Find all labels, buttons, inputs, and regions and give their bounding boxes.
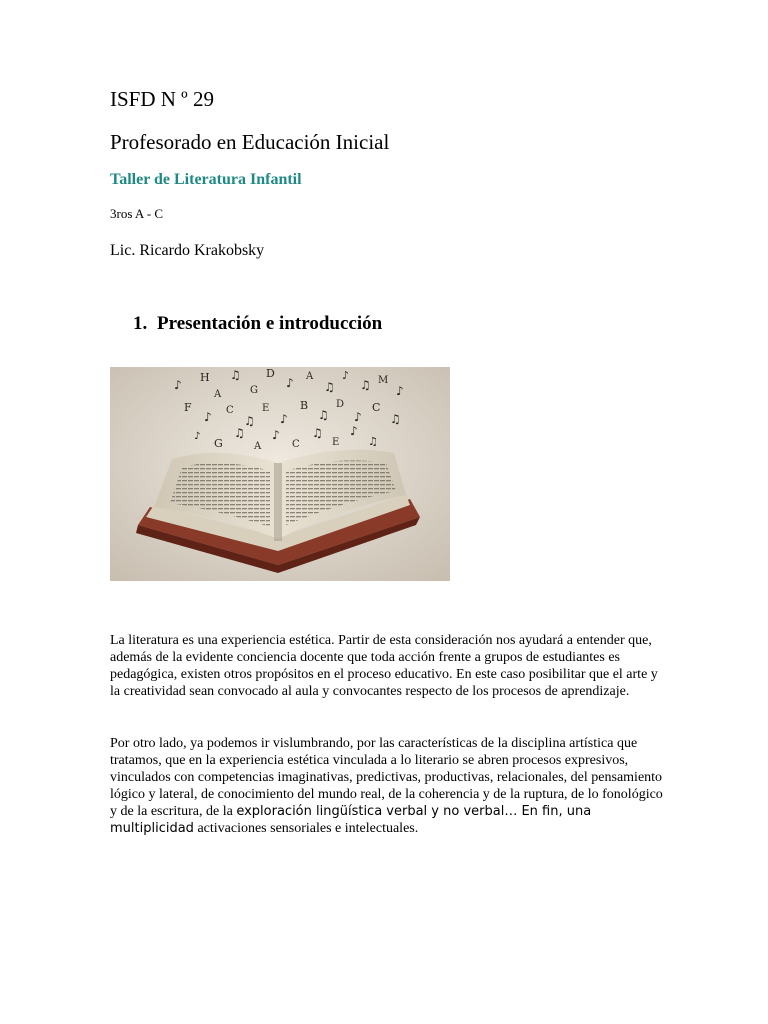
svg-text:D: D [336,399,345,410]
open-book-illustration [110,367,450,581]
svg-text:C: C [226,405,234,416]
svg-text:♫: ♫ [230,368,241,382]
svg-text:♪: ♪ [272,428,280,442]
svg-text:♫: ♫ [234,426,245,440]
svg-text:M: M [378,375,389,386]
svg-text:♪: ♪ [354,410,362,424]
paragraph-1: La literatura es una experiencia estética. Partir de esta consideración nos ayudará a entender que, además de la evidente conciencia docente que toda acción frente a grupos de estudiantes es pedagógica, existen otros propósitos en el proceso educativo. En este caso posibilitar que el arte y la creatividad sean convocado al aula y convocantes respecto de los procesos de aprendizaje. [110,633,658,699]
paragraph-2-text-b: exploración lingüística verbal y no verbal… En fin, una multiplicidad [110,804,592,836]
svg-text:D: D [266,367,275,380]
course-title: Taller de Literatura Infantil [110,171,302,188]
svg-text:♫: ♫ [360,378,371,392]
section-number: 1. [133,313,148,334]
svg-text:♪: ♪ [174,378,182,392]
svg-text:♪: ♪ [350,424,358,438]
paragraph-2 [110,735,665,837]
svg-text:H: H [200,371,210,384]
paragraph-2-text-a: Por otro lado, ya podemos ir vislumbrando, por las características de la disciplina artística que tratamos, que en la experiencia estética vinculada a lo literario se abren procesos expresivos, vinculados con competencias imaginativas, predictivas, productivas, relacionales, del pensamiento lógico y lateral, de conocimiento del mundo real, de la coherencia y de la ruptura, de lo fonológico y de la escritura, de la [110,736,663,819]
svg-text:♪: ♪ [342,369,350,382]
svg-text:E: E [262,403,270,414]
svg-text:B: B [300,399,309,412]
institution-heading: ISFD N º 29 [110,87,214,111]
svg-text:♫: ♫ [318,408,329,422]
svg-text:G: G [214,437,223,450]
section-title: Presentación e introducción [157,313,383,334]
svg-text:♫: ♫ [244,414,255,428]
course-groups: 3ros A - C [110,206,164,221]
svg-text:F: F [184,401,192,414]
teacher-name: Lic. Ricardo Krakobsky [110,242,265,259]
svg-text:♪: ♪ [280,412,288,426]
svg-text:E: E [332,437,340,448]
svg-text:♫: ♫ [324,380,335,394]
section-heading [133,312,382,336]
svg-text:♪: ♪ [194,431,201,442]
program-heading: Profesorado en Educación Inicial [110,130,390,154]
svg-text:♪: ♪ [286,376,294,390]
svg-text:C: C [292,439,300,450]
svg-text:♫: ♫ [390,412,401,426]
svg-text:♪: ♪ [396,384,404,398]
svg-text:C: C [372,401,381,414]
svg-text:A: A [254,441,262,452]
svg-text:♫: ♫ [368,435,378,448]
svg-text:A: A [214,389,222,400]
svg-text:A: A [306,371,314,382]
svg-text:♫: ♫ [312,426,323,440]
svg-text:♪: ♪ [204,410,212,424]
paragraph-2-text-c: activaciones sensoriales e intelectuales. [197,821,419,836]
svg-text:G: G [250,385,258,396]
